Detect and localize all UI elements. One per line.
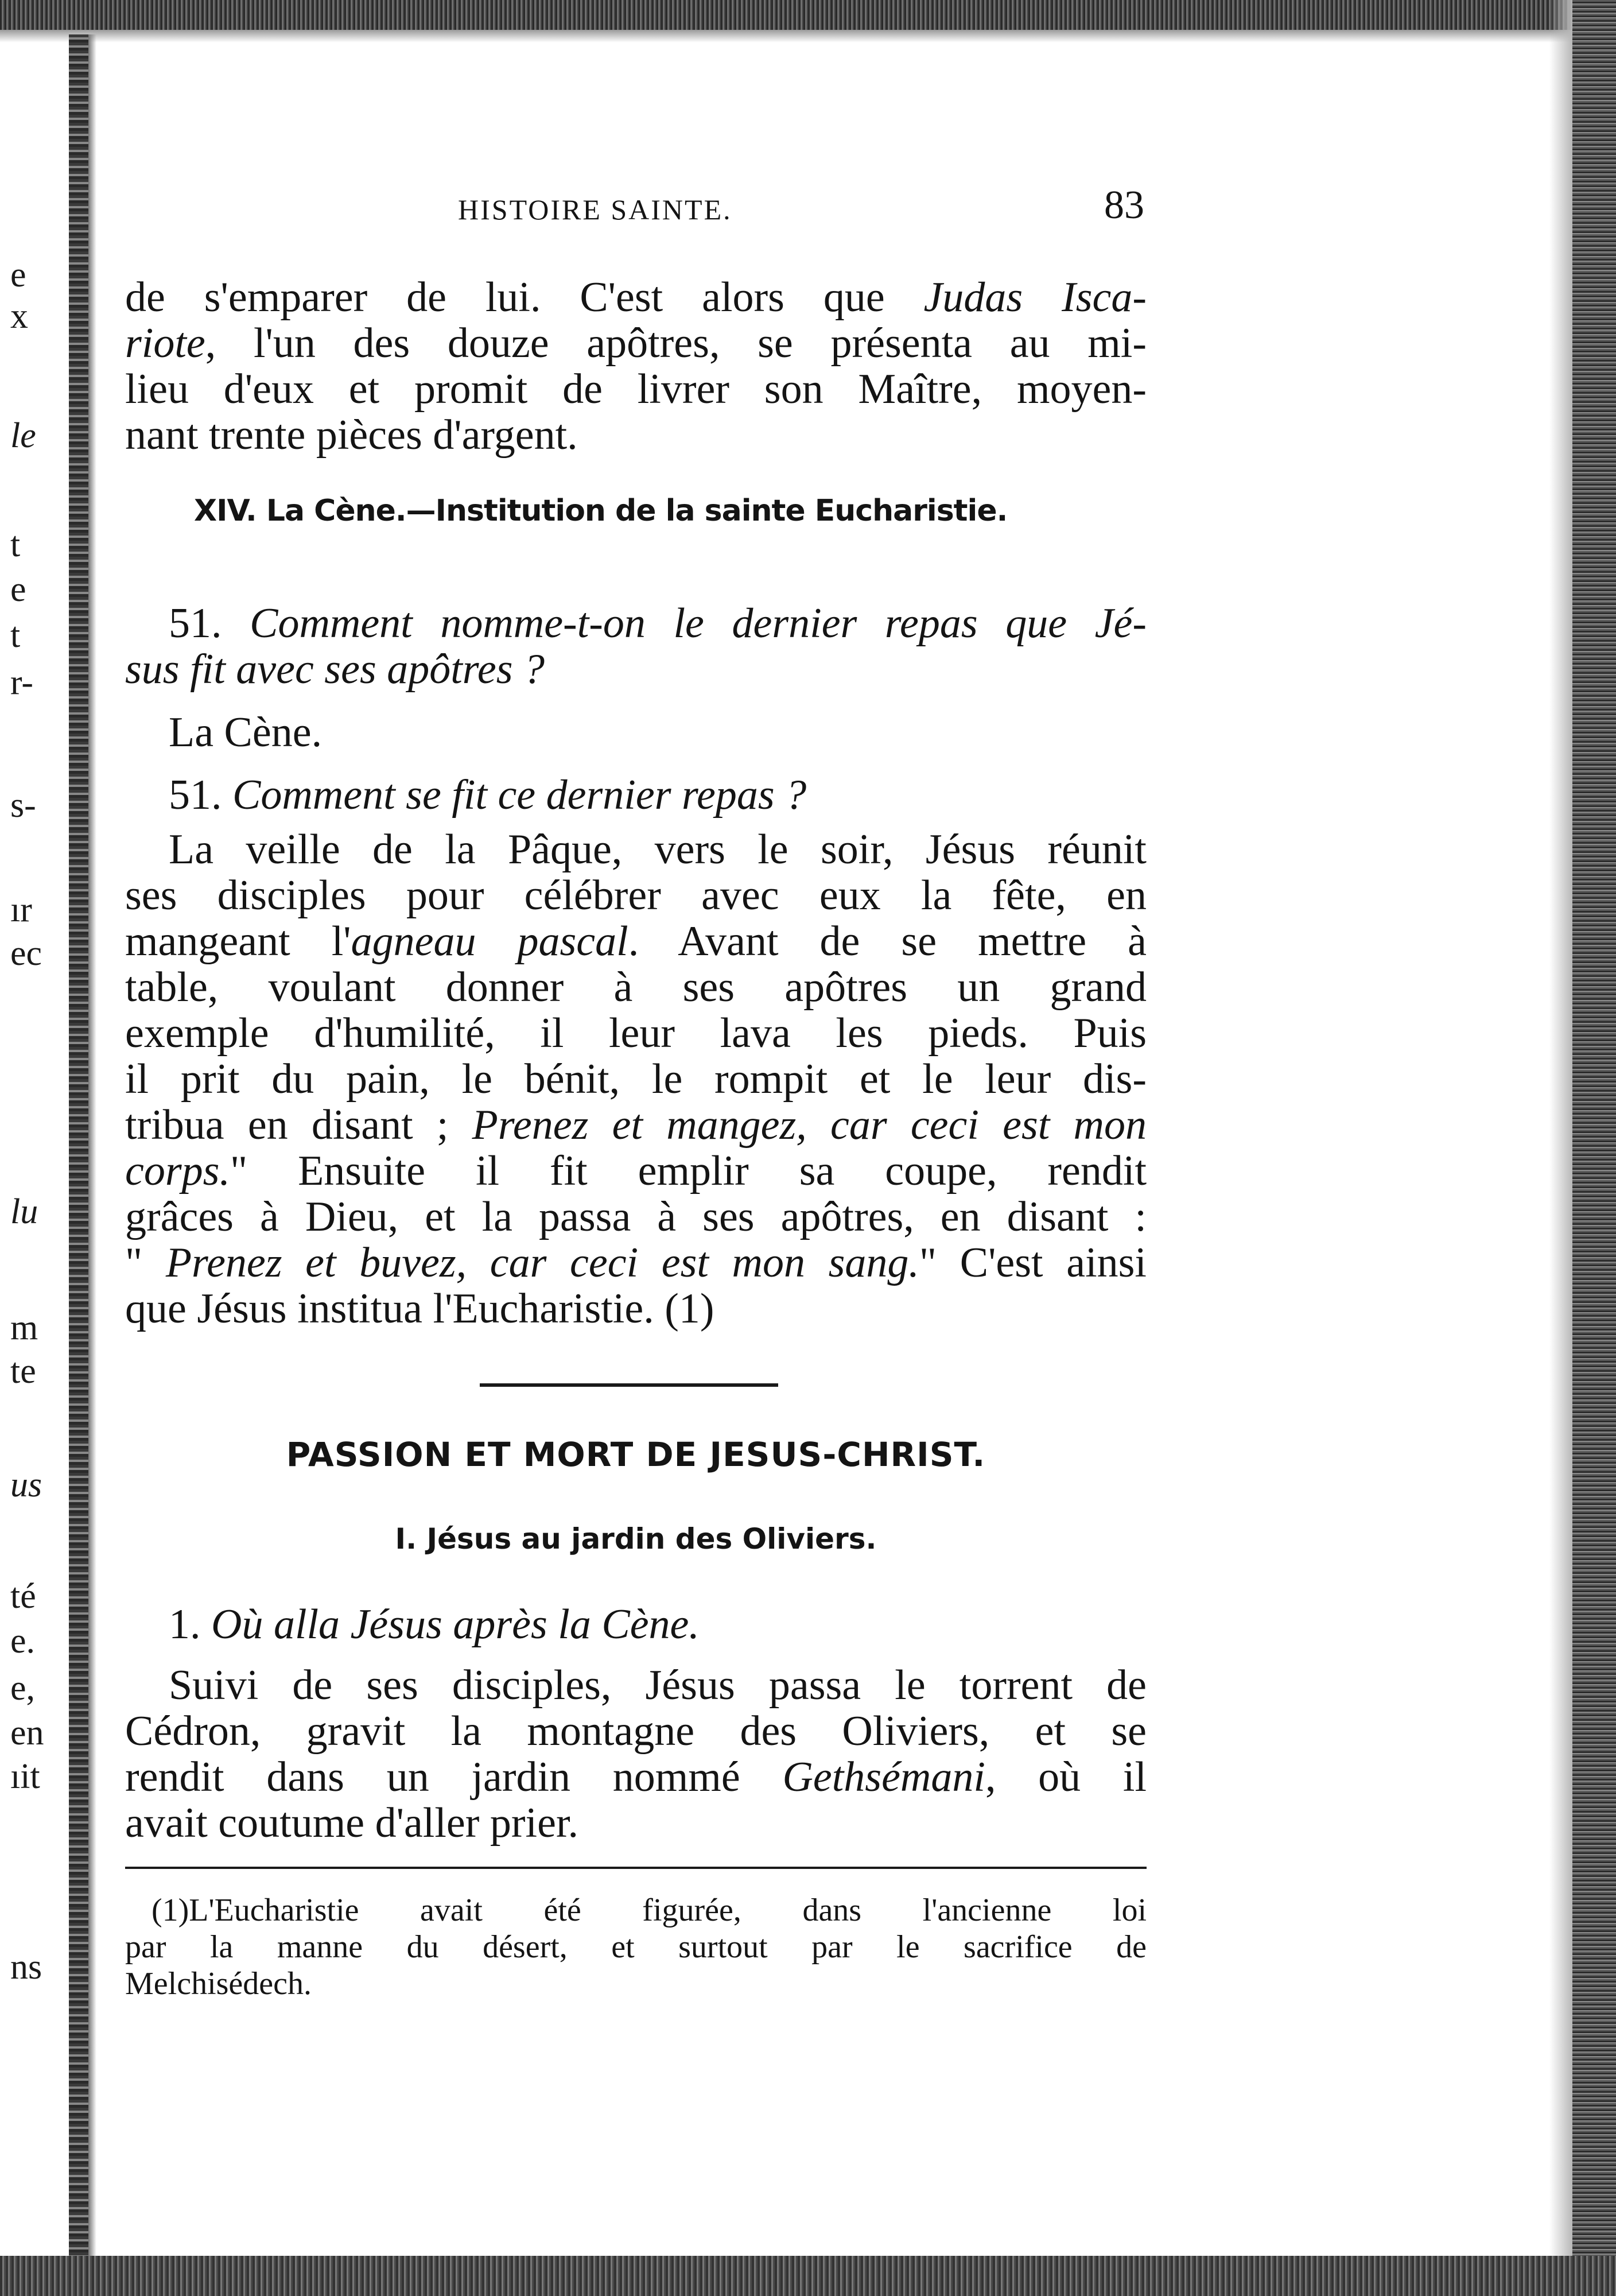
margin-fragment: té (10, 1577, 36, 1616)
margin-fragment: ns (10, 1948, 42, 1987)
answer-51-first (169, 709, 513, 755)
text-line: La Cène. (169, 709, 323, 756)
margin-fragment: le (10, 416, 36, 455)
text-line: lieu d'eux et promit de livrer son Maître, moyen- (125, 366, 1147, 413)
answer-51-second (125, 827, 1147, 1332)
text-line: La veille de la Pâque, vers le soir, Jésus réunit (169, 826, 1147, 873)
emphasis: agneau pascal (351, 918, 628, 965)
margin-fragment: e, (10, 1669, 36, 1708)
section-divider (480, 1383, 778, 1387)
text-line: de s'emparer de lui. C'est alors que Judas Isca- (125, 274, 1147, 321)
page-number: 83 (1104, 183, 1144, 227)
margin-fragment: ıit (10, 1757, 40, 1796)
margin-fragment: m (10, 1308, 38, 1347)
text-line: table, voulant donner à ses apôtres un grand (125, 964, 1147, 1011)
emphasis: Prenez et mangez, car ceci est mon (472, 1102, 1147, 1149)
footnote (125, 1892, 1147, 2002)
margin-fragment: r- (10, 663, 34, 702)
text-line: grâces à Dieu, et la passa à ses apôtres, en disant : (125, 1193, 1147, 1240)
question-51-second (125, 772, 1147, 818)
chapter-title: PASSION ET MORT DE JESUS-CHRIST. (286, 1435, 986, 1474)
scan-shadow-right (1549, 0, 1572, 2296)
margin-fragment: lu (10, 1192, 38, 1231)
book-gutter (69, 34, 88, 2256)
margin-fragment: us (10, 1465, 42, 1504)
text-line: tribua en disant ; Prenez et mangez, car ceci est mon (125, 1102, 1147, 1149)
footnote-rule (125, 1867, 1147, 1869)
text-line: 1. Où alla Jésus après la Cène. (169, 1601, 700, 1648)
margin-fragment: e. (10, 1622, 36, 1661)
margin-fragment: x (10, 297, 28, 336)
margin-fragment: e (10, 570, 26, 609)
emphasis: corps. (125, 1147, 230, 1194)
text-line: mangeant l'agneau pascal. Avant de se mettre à (125, 918, 1147, 965)
margin-fragment: te (10, 1352, 36, 1391)
scan-border-bottom (0, 2256, 1616, 2296)
scan-border-right (1572, 0, 1616, 2296)
section-heading: XIV. La Cène.—Institution de la sainte Eucharistie. (194, 494, 1008, 528)
emphasis: Gethsémani (782, 1754, 985, 1801)
margin-fragment: e (10, 255, 26, 294)
text-line: Suivi de ses disciples, Jésus passa le torrent de (169, 1662, 1147, 1709)
text-line: il prit du pain, le bénit, le rompit et le leur dis- (125, 1056, 1147, 1103)
emphasis: Judas Isca- (923, 274, 1147, 321)
book-gutter-shadow (88, 34, 96, 2256)
footnote-line: (1)L'Eucharistie avait été figurée, dans l'ancienne loi (152, 1892, 1147, 1928)
margin-fragment: ır (10, 890, 32, 929)
text-line: riote, l'un des douze apôtres, se présenta au mi- (125, 320, 1147, 367)
text-line: que Jésus institua l'Eucharistie. (1) (125, 1285, 714, 1332)
text-line: corps." Ensuite il fit emplir sa coupe, rendit (125, 1147, 1147, 1194)
margin-fragment: t (10, 525, 21, 564)
margin-fragment: en (10, 1713, 44, 1752)
text-line: 51. Comment se fit ce dernier repas ? (169, 771, 807, 819)
question-number: 1. (169, 1601, 201, 1648)
text-line: ses disciples pour célébrer avec eux la fête, en (125, 872, 1147, 919)
question-1 (125, 1601, 1147, 1647)
text-line: Cédron, gravit la montagne des Oliviers, et se (125, 1708, 1147, 1755)
text-line: nant trente pièces d'argent. (125, 412, 578, 459)
text-line: sus fit avec ses apôtres ? (125, 646, 545, 693)
emphasis: riote (125, 320, 205, 367)
answer-1 (125, 1662, 1147, 1846)
book-page (125, 0, 1147, 2239)
footnote-line: Melchisédech. (125, 1966, 312, 2002)
running-header (125, 183, 1147, 228)
intro-paragraph (125, 274, 1147, 458)
text-line: " Prenez et buvez, car ceci est mon sang." C'est ainsi (125, 1239, 1147, 1286)
subsection-heading: I. Jésus au jardin des Oliviers. (395, 1522, 877, 1556)
emphasis: Prenez et buvez, car ceci est mon sang. (165, 1239, 919, 1286)
margin-fragment: s- (10, 786, 36, 825)
margin-fragment: ec (10, 934, 42, 973)
footnote-line: par la manne du désert, et surtout par le sacrifice de (125, 1929, 1147, 1965)
question-number: 51. (169, 771, 222, 819)
text-line: exemple d'humilité, il leur lava les pieds. Puis (125, 1010, 1147, 1057)
question-number: 51. (169, 600, 222, 647)
text-line: rendit dans un jardin nommé Gethsémani, où il (125, 1754, 1147, 1801)
text-line: 51. Comment nomme-t-on le dernier repas que Jé- (169, 600, 1147, 647)
running-title: HISTOIRE SAINTE. (458, 193, 732, 226)
margin-fragment: t (10, 616, 21, 655)
question-51-first (125, 600, 1147, 692)
text-line: avait coutume d'aller prier. (125, 1799, 579, 1847)
